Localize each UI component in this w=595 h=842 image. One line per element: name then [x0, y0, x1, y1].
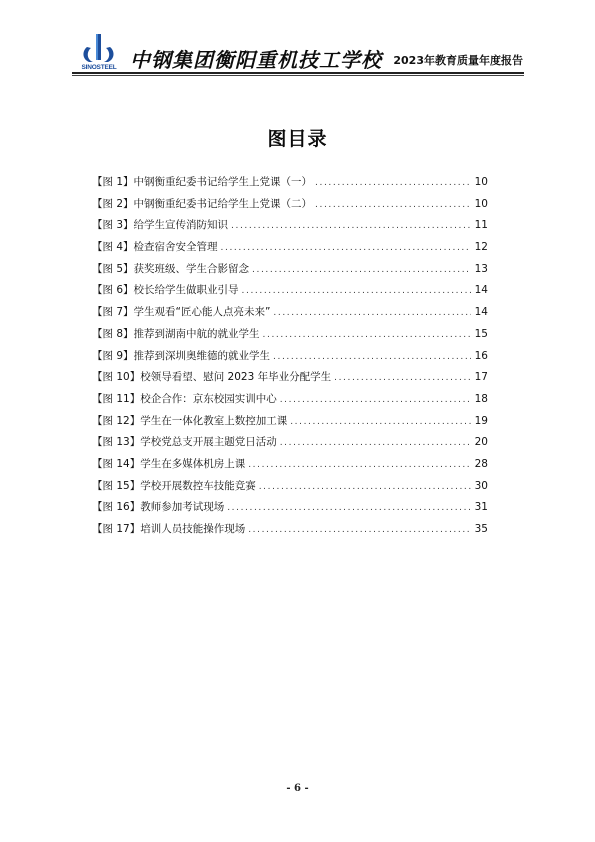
dot-leader — [263, 327, 471, 344]
dot-leader — [248, 457, 471, 474]
toc-entry-page: 31 — [474, 501, 488, 514]
toc-entry-page: 30 — [474, 479, 488, 492]
toc-entry-label: 【图 2】中钢衡重纪委书记给学生上党课（二） — [92, 197, 313, 210]
school-name: 中钢集团衡阳重机技工学校 — [130, 48, 382, 72]
toc-title: 图目录 — [267, 128, 328, 150]
dot-leader — [290, 414, 471, 431]
report-title: 2023年教育质量年度报告 — [393, 54, 523, 67]
toc-entry[interactable] — [92, 174, 488, 196]
toc-entry[interactable] — [92, 499, 488, 521]
toc-entry-label: 【图 15】学校开展数控车技能竞赛 — [92, 479, 256, 492]
toc-entry-page: 15 — [474, 327, 488, 340]
toc-entry-page: 10 — [474, 197, 488, 210]
toc-entry-label: 【图 16】教师参加考试现场 — [92, 501, 225, 514]
toc-entry-label: 【图 11】校企合作：京东校园实训中心 — [92, 392, 277, 405]
dot-leader — [273, 349, 471, 366]
toc-entry[interactable] — [92, 261, 488, 283]
toc-entry[interactable] — [92, 478, 488, 500]
toc-entry-page: 14 — [474, 284, 488, 297]
page-number: - 6 - — [286, 783, 309, 794]
toc-entry-label: 【图 14】学生在多媒体机房上课 — [92, 457, 246, 470]
toc-entry-label: 【图 7】学生观看“匠心能人点亮未来” — [92, 306, 271, 319]
toc-entry-label: 【图 9】推荐到深圳奥维德的就业学生 — [92, 349, 271, 362]
toc-entry-label: 【图 12】学生在一体化教室上数控加工课 — [92, 414, 288, 427]
dot-leader — [334, 370, 471, 387]
dot-leader — [280, 435, 471, 452]
toc-entry-label: 【图 6】校长给学生做职业引导 — [92, 284, 239, 297]
toc-entry[interactable] — [92, 456, 488, 478]
toc-entry-page: 11 — [474, 219, 488, 232]
dot-leader — [248, 522, 471, 539]
toc-entry-page: 28 — [474, 457, 488, 470]
toc-entry[interactable] — [92, 326, 488, 348]
header-divider-thin — [72, 75, 524, 76]
dot-leader — [221, 240, 471, 257]
dot-leader — [242, 283, 471, 300]
toc-entry-page: 16 — [474, 349, 488, 362]
toc-entry[interactable] — [92, 196, 488, 218]
header-divider — [72, 72, 524, 74]
dot-leader — [315, 175, 471, 192]
toc-entry-label: 【图 5】获奖班级、学生合影留念 — [92, 262, 250, 275]
toc-entry[interactable] — [92, 434, 488, 456]
dot-leader — [273, 305, 471, 322]
toc-entry-page: 18 — [474, 392, 488, 405]
toc-entry-page: 19 — [474, 414, 488, 427]
page-header — [0, 0, 595, 80]
toc-entry-label: 【图 13】学校党总支开展主题党日活动 — [92, 436, 277, 449]
toc-entry-page: 35 — [474, 523, 488, 535]
figure-list — [92, 174, 488, 543]
toc-entry-label: 【图 3】给学生宣传消防知识 — [92, 219, 229, 232]
dot-leader — [315, 197, 471, 214]
toc-entry-page: 12 — [474, 241, 488, 254]
toc-entry-label: 【图 8】推荐到湖南中航的就业学生 — [92, 327, 260, 340]
toc-entry[interactable] — [92, 391, 488, 413]
toc-entry-label: 【图 1】中钢衡重纪委书记给学生上党课（一） — [92, 176, 313, 188]
logo-wordmark: SINOSTEEL — [81, 64, 117, 71]
toc-entry[interactable] — [92, 369, 488, 391]
toc-entry-label: 【图 10】校领导看望、慰问 2023 年毕业分配学生 — [92, 371, 332, 384]
toc-entry-page: 10 — [474, 176, 488, 188]
toc-entry-page: 20 — [474, 436, 488, 449]
toc-entry[interactable] — [92, 282, 488, 304]
toc-entry[interactable] — [92, 413, 488, 435]
toc-entry-page: 17 — [474, 371, 488, 384]
dot-leader — [227, 500, 471, 517]
toc-entry-page: 13 — [474, 262, 488, 275]
dot-leader — [259, 479, 471, 496]
toc-entry[interactable] — [92, 348, 488, 370]
toc-entry[interactable] — [92, 521, 488, 543]
toc-entry-label: 【图 17】培训人员技能操作现场 — [92, 523, 246, 535]
toc-entry-page: 14 — [474, 306, 488, 319]
toc-entry-label: 【图 4】检查宿舍安全管理 — [92, 241, 218, 254]
dot-leader — [252, 262, 471, 279]
dot-leader — [231, 218, 471, 235]
toc-entry[interactable] — [92, 239, 488, 261]
toc-entry[interactable] — [92, 304, 488, 326]
toc-entry[interactable] — [92, 217, 488, 239]
dot-leader — [280, 392, 471, 409]
